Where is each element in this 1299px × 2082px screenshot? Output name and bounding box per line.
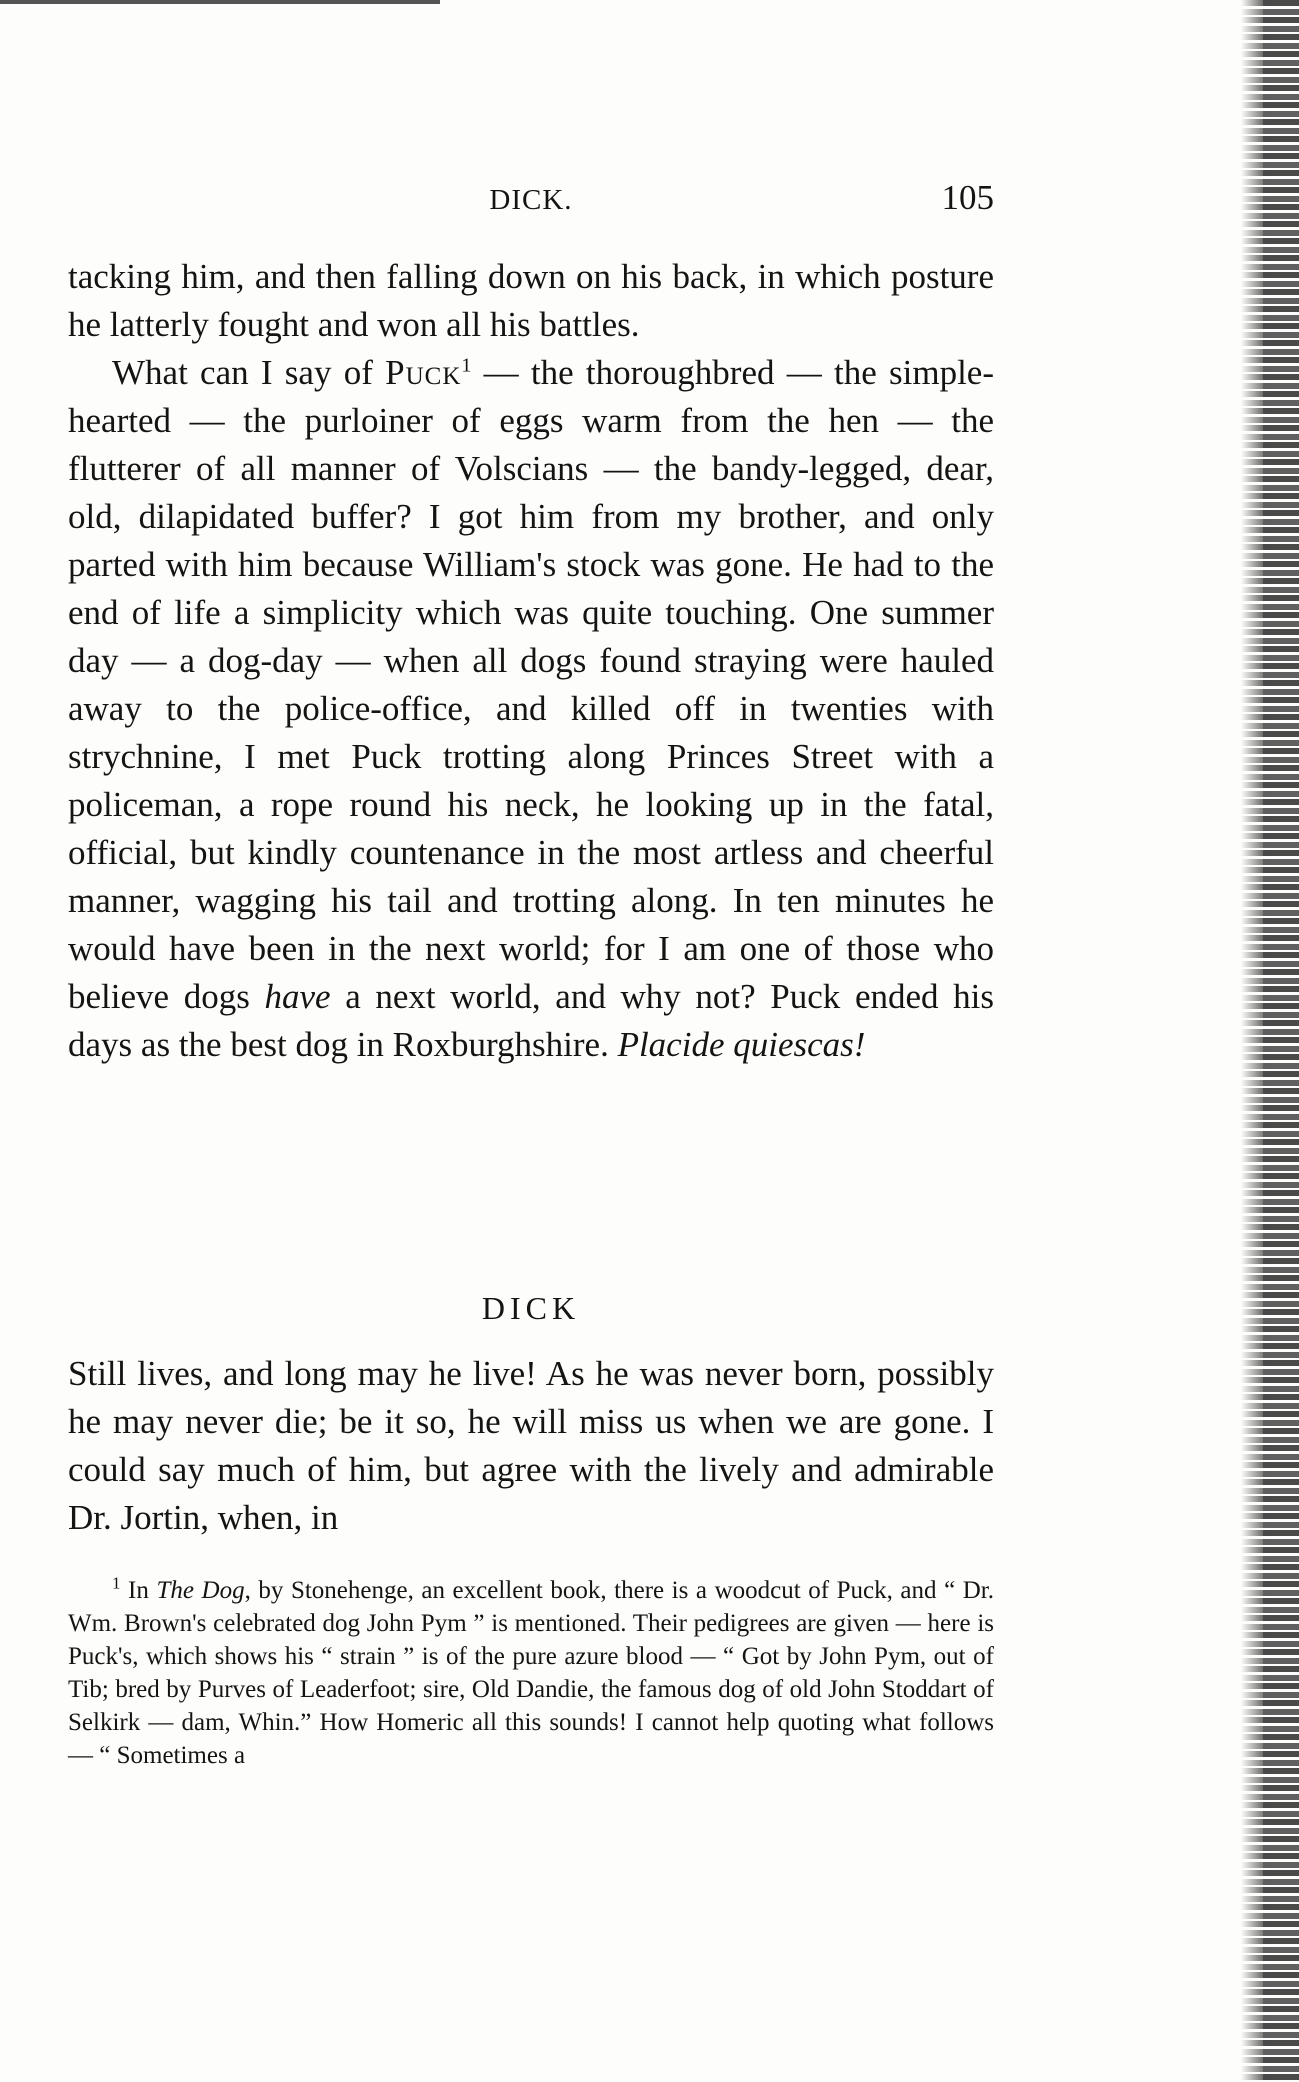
dick-passage bbox=[68, 1350, 994, 1542]
page-header bbox=[68, 178, 994, 222]
puck-paragraph bbox=[68, 349, 994, 1069]
section-title-dick: DICK bbox=[481, 1290, 581, 1326]
puck-opening: What can I say of bbox=[112, 353, 386, 392]
footnote-text-2: , by Stonehenge, an excellent book, there is a woodcut of Puck, and “ Dr. Wm. Brown's celebrated dog John Pym ” is mentioned. Their pedigrees are given — here is Puck's, which shows his “ strain ” is of the pure azure blood — “ Got by John Pym, out of Tib; bred by Purves of Leaderfoot; sire, Old Dandie, the famous dog of old John Stoddart of Selkirk — dam, Whin.” How Homeric all this sounds! I cannot help quoting what follows — “ Sometimes a bbox=[68, 1577, 994, 1769]
emphasis-have: have bbox=[264, 977, 331, 1016]
page-binding-edge bbox=[1241, 0, 1299, 2082]
footnote-marker: 1 bbox=[112, 1573, 121, 1593]
dick-paragraph: Still lives, and long may he live! As he was never born, possibly he may never die; be it so, he will miss us when we are gone. I could say much of him, but agree with the lively and admirable Dr. Jortin, when, in bbox=[68, 1354, 994, 1537]
footnote-book-title: The Dog bbox=[156, 1577, 245, 1604]
footnote-reference[interactable]: 1 bbox=[461, 354, 472, 377]
page-number: 105 bbox=[941, 178, 994, 217]
running-head: DICK. bbox=[489, 184, 573, 216]
footnote bbox=[68, 1574, 994, 1772]
footnote-text-1: In bbox=[120, 1577, 157, 1604]
footnote-paragraph bbox=[68, 1574, 994, 1772]
latin-epitaph: Placide quiescas! bbox=[617, 1025, 866, 1064]
puck-name: Puck bbox=[385, 353, 462, 392]
puck-text-2: a next world, and why not? Puck ended his days as the best dog in Roxburghshire. bbox=[68, 977, 994, 1064]
top-edge-rule bbox=[0, 0, 440, 4]
continuation-paragraph bbox=[68, 253, 994, 349]
puck-text-1: — the thoroughbred — the simple-hearted — the purloiner of eggs warm from the hen — the flutterer of all manner of Volscians — the bandy-legged, dear, old, dilapidated buffer? I got him from my brother, and only parted with him because William's stock was gone. He had to the end of life a simplicity which was quite touching. One summer day — a dog-day — when all dogs found straying were hauled away to the police-office, and killed off in twenties with strychnine, I met Puck trotting along Princes Street with a policeman, a rope round his neck, he looking up in the fatal, official, but kindly countenance in the most artless and cheerful manner, wagging his tail and trotting along. In ten minutes he would have been in the next world; for I am one of those who believe dogs bbox=[68, 353, 994, 1016]
continuation-text: tacking him, and then falling down on his back, in which posture he latterly fought and won all his battles. bbox=[68, 257, 994, 344]
puck-passage bbox=[68, 253, 994, 1069]
